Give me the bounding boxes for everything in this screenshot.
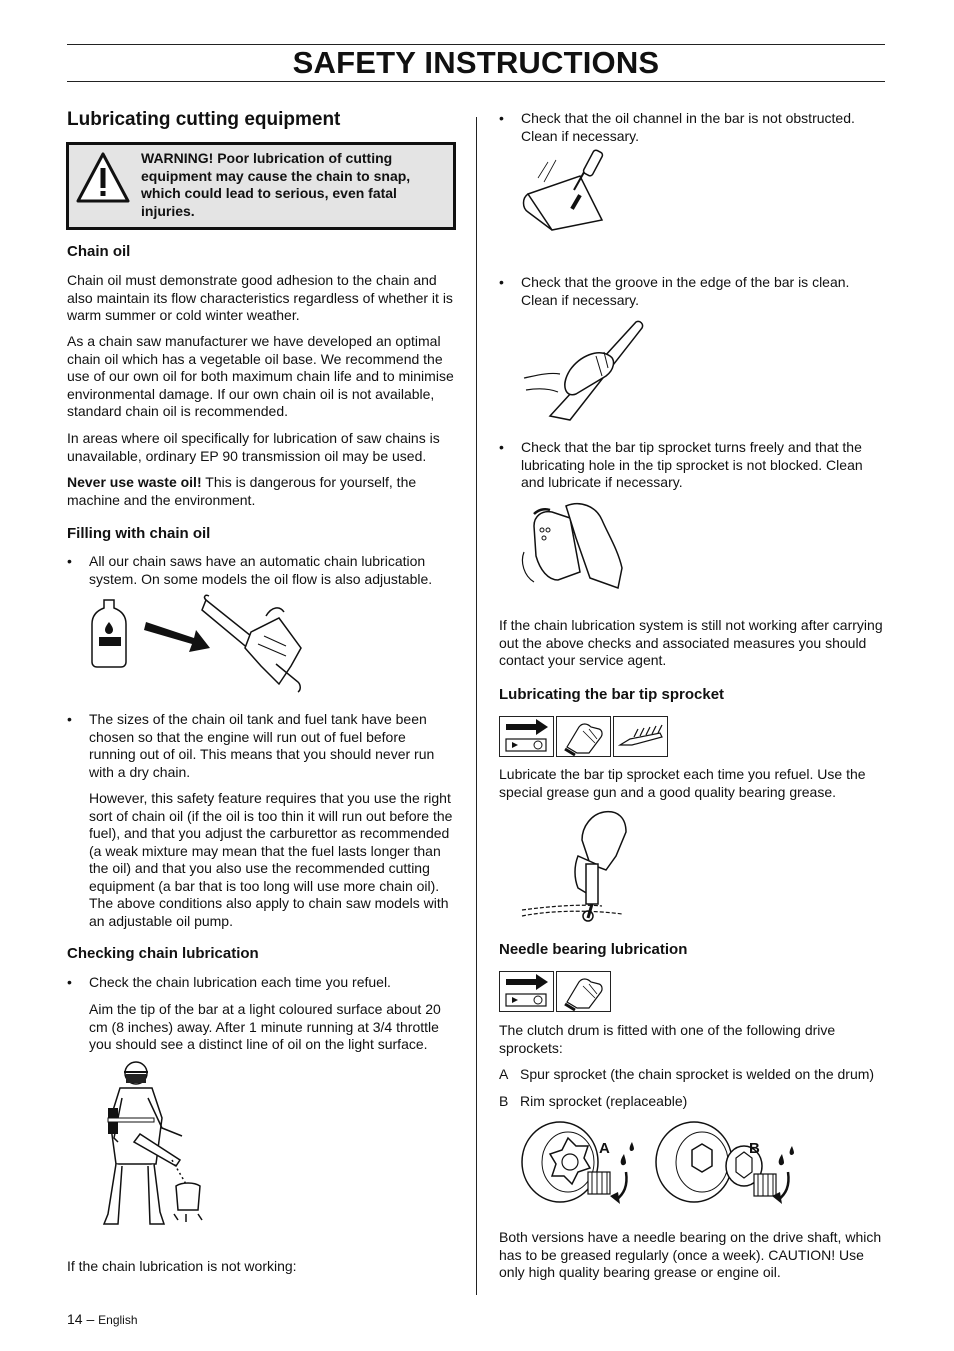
bullet-dot: •	[67, 553, 72, 569]
tip-sprocket-figure	[520, 496, 626, 596]
chain-oil-p3: In areas where oil specifically for lubrication of saw chains is unavailable, ordinary EP 90 transmission oil may be used.	[67, 430, 440, 464]
filling-bullet-1	[67, 553, 455, 593]
oil-channel-figure	[520, 148, 620, 232]
arrow-right-icon	[500, 717, 553, 756]
footer-language: English	[98, 1313, 138, 1327]
checking-heading: Checking chain lubrication	[67, 945, 259, 962]
filling-heading: Filling with chain oil	[67, 525, 211, 542]
filling-bullet-2-text: The sizes of the chain oil tank and fuel tank have been chosen so that the engine will run out of fuel before running out of oil. This means that you should never run with a dry chain.	[89, 711, 435, 780]
option-a-letter: A	[499, 1066, 509, 1082]
column-divider	[476, 117, 477, 1295]
instruction-icon-brush	[613, 716, 668, 757]
tip-sprocket-heading: Lubricating the bar tip sprocket	[499, 686, 725, 703]
page-footer	[67, 1311, 138, 1330]
chain-oil-heading: Chain oil	[67, 243, 131, 260]
option-a-text: Spur sprocket (the chain sprocket is welded on the drum)	[520, 1066, 875, 1082]
still-not-working-text: If the chain lubrication system is still not working after carrying out the above checks and associated measures you should contact your service agent.	[499, 617, 883, 668]
arrow-right-icon	[500, 972, 553, 1011]
needle-text: The clutch drum is fitted with one of the following drive sprockets:	[499, 1022, 836, 1056]
tip-sprocket-text: Lubricate the bar tip sprocket each time you refuel. Use the special grease gun and a good quality bearing grease.	[499, 766, 866, 800]
footer-dash: –	[82, 1311, 99, 1327]
right-bullet-2-text: Check that the groove in the edge of the bar is clean. Clean if necessary.	[521, 274, 850, 308]
page-number: 14	[67, 1311, 83, 1327]
option-b-letter: B	[499, 1093, 509, 1109]
warning-text: WARNING! Poor lubrication of cutting equipment may cause the chain to snap, which could lead to serious, even fatal injuries.	[141, 150, 411, 219]
instruction-icon-arrow-2	[499, 971, 554, 1012]
bullet-dot: •	[499, 110, 504, 126]
bar-groove-figure	[520, 316, 646, 426]
waste-oil-rest: This is dangerous for yourself, the machine and the environment.	[67, 474, 417, 508]
bullet-dot: •	[499, 439, 504, 455]
figure-label-a: A	[599, 1140, 610, 1157]
warning-triangle-icon	[75, 151, 131, 205]
header-rule-bottom	[67, 81, 885, 82]
chain-oil-p1: Chain oil must demonstrate good adhesion to the chain and also maintain its flow characteristics regardless of whether it is warm summer or cold winter weather.	[67, 272, 453, 323]
waste-oil-warning: Never use waste oil!	[67, 474, 202, 490]
right-bullet-3-text: Check that the bar tip sprocket turns freely and that the lubricating hole in the tip sprocket is not blocked. Clean and lubricate if necessary.	[521, 439, 863, 490]
bullet-dot: •	[67, 711, 72, 727]
grease-gun-figure	[520, 806, 640, 926]
figure-label-b: B	[749, 1140, 760, 1157]
chain-oil-p2: As a chain saw manufacturer we have developed an optimal chain oil which has a vegetable oil base. We recommend the use of our own oil for both maximum chain life and to minimise environmental damage. If our own chain oil is not available, standard chain oil is recommended.	[67, 333, 454, 419]
checking-bullet-1-text: Check the chain lubrication each time you refuel.	[89, 974, 391, 990]
needle-heading: Needle bearing lubrication	[499, 941, 688, 958]
page-title: SAFETY INSTRUCTIONS	[292, 45, 660, 80]
checking-bullet-1	[67, 974, 455, 994]
sprocket-option-a	[499, 1066, 887, 1086]
bullet-dot: •	[499, 274, 504, 290]
oil-filling-figure	[86, 592, 316, 698]
sprocket-option-b	[499, 1093, 887, 1113]
instruction-icon-glove-2	[556, 971, 611, 1012]
warning-box	[66, 142, 456, 230]
right-bullet-1-text: Check that the oil channel in the bar is not obstructed. Clean if necessary.	[521, 110, 855, 144]
chain-oil-p4	[67, 474, 455, 509]
option-b-text: Rim sprocket (replaceable)	[520, 1093, 688, 1109]
operator-checking-figure	[86, 1058, 216, 1238]
instruction-icon-arrow-1	[499, 716, 554, 757]
sprocket-figure-b	[654, 1118, 800, 1208]
glove-icon	[557, 717, 610, 756]
filling-bullet-2-continued: However, this safety feature requires that you use the right sort of chain oil (if the oil is too thin it will run out before the fuel), and that you adjust the carburettor as recommended (a weak mixture may mean that the fuel lasts longer than the oil) and that you also use the recommended cutting equipment (a bar that is too long will use more chain oil). The above conditions also apply to chain saw models with an adjustable oil pump.	[89, 790, 453, 929]
checking-bullet-1-continued: Aim the tip of the bar at a light coloured surface about 20 cm (8 inches) away. After 1 minute running at 3/4 throttle you should see a distinct line of oil on the light surface.	[89, 1001, 441, 1052]
right-bullet-2	[499, 274, 887, 314]
bullet-dot: •	[67, 974, 72, 990]
filling-bullet-1-text: All our chain saws have an automatic chain lubrication system. On some models the oil flow is also adjustable.	[89, 553, 433, 587]
needle-closing-text: Both versions have a needle bearing on the drive shaft, which has to be greased regularly (once a week). CAUTION! Use only high quality bearing grease or engine oil.	[499, 1229, 882, 1280]
section-title: Lubricating cutting equipment	[67, 109, 341, 130]
sprocket-figure-a	[520, 1118, 642, 1208]
filling-bullet-2	[67, 711, 455, 783]
right-bullet-3	[499, 439, 887, 495]
right-bullet-1	[499, 110, 887, 150]
instruction-icon-glove-1	[556, 716, 611, 757]
glove-icon	[557, 972, 610, 1011]
brush-icon	[614, 717, 667, 756]
not-working-text: If the chain lubrication is not working:	[67, 1258, 297, 1274]
